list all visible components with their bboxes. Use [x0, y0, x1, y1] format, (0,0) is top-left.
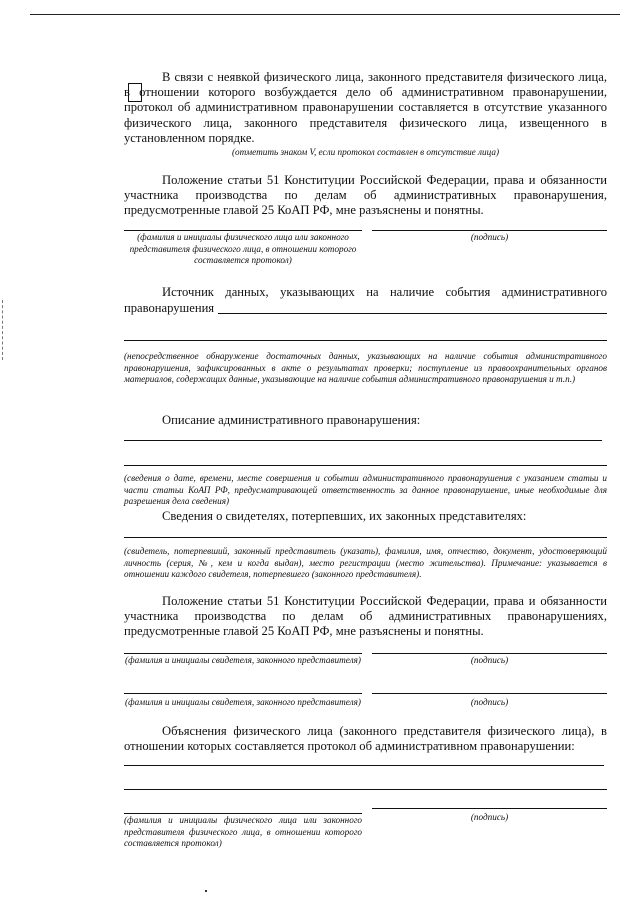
- explanations-field-line-2[interactable]: [124, 789, 607, 790]
- witness-signature-line-2[interactable]: [372, 693, 607, 694]
- witness-name-line-2[interactable]: [124, 693, 362, 694]
- explainer-name-line[interactable]: [124, 813, 362, 814]
- margin-scan-marks: [2, 300, 4, 360]
- description-note: (сведения о дате, времени, месте совершения и событии административного правонарушения с указанием статьи и части статьи КоАП РФ, предусматривающей ответственность за данное правонарушение, иные необходимые для разрешения дела сведения): [124, 473, 607, 506]
- top-border-line: [30, 14, 620, 15]
- explainer-signature-line[interactable]: [372, 808, 607, 809]
- source-note: (непосредственное обнаружение достаточных данных, указывающих на наличие события административного правонарушения, зафиксированных в акте о результатах проверки; поступление из правоохранительных органов материалов, содержащих данные, указывающие на наличие события административного правонарушения и т.п.): [124, 351, 607, 384]
- witness-signature-line-1[interactable]: [372, 653, 607, 654]
- description-field-line-1[interactable]: [124, 440, 602, 441]
- description-field-line-2[interactable]: [124, 465, 607, 466]
- rights-paragraph-1: Положение статьи 51 Конституции Российской Федерации, права и обязанности участника производства по делам об административных правонарушения, предусмотренные главой 25 КоАП РФ, мне разъяснены и понятны.: [124, 173, 607, 218]
- absence-paragraph: В связи с неявкой физического лица, законного представителя физического лица, в отношении которого возбуждается дело об административном правонарушении, протокол об административном правонарушении составляется в отсутствие указанного физического лица, законного представителя физического лица, извещенного в установленном порядке.: [124, 70, 607, 145]
- explainer-signature-caption: (подпись): [470, 812, 509, 822]
- explanations-label: Объяснения физического лица (законного представителя физического лица), в отношении которых составляется протокол об административном правонарушении:: [124, 724, 607, 754]
- witnesses-field-line[interactable]: [124, 537, 607, 538]
- witness-signature-caption-2: (подпись): [470, 697, 509, 707]
- witnesses-note: (свидетель, потерпевший, законный представитель (указать), фамилия, имя, отчество, документ, удостоверяющий личность (серия, №, кем и когда выдан), место регистрации (место жительства). Примечание: указывается в отношении каждого свидетеля, потерпевшего (законного представителя).: [124, 546, 607, 579]
- source-label: Источник данных, указывающих на наличие события административного правонарушения: [124, 285, 607, 315]
- witness-name-caption-1: (фамилия и инициалы свидетеля, законного представителя): [125, 655, 361, 665]
- signature-caption-1: (подпись): [470, 232, 509, 242]
- witness-name-line-1[interactable]: [124, 653, 362, 654]
- explainer-name-caption: (фамилия и инициалы физического лица или законного представителя физического лица, в отношении которого составляется протокол): [124, 815, 362, 848]
- name-caption-1: (фамилия и инициалы физического лица или законного представителя физического лица, в отношении которого составляется протокол): [129, 232, 357, 265]
- witness-signature-caption-1: (подпись): [470, 655, 509, 665]
- absence-note: (отметить знаком V, если протокол составлен в отсутствие лица): [232, 147, 499, 157]
- signature-field-line-1[interactable]: [372, 230, 607, 231]
- source-field-line-1[interactable]: [218, 313, 607, 314]
- name-field-line-1[interactable]: [124, 230, 362, 231]
- source-field-line-2[interactable]: [124, 340, 607, 341]
- witnesses-label: Сведения о свидетелях, потерпевших, их законных представителях:: [162, 509, 527, 523]
- rights-paragraph-2: Положение статьи 51 Конституции Российской Федерации, права и обязанности участника производства по делам об административных правонарушениях, предусмотренные главой 25 КоАП РФ, мне разъяснены и понятны.: [124, 594, 607, 639]
- witness-name-caption-2: (фамилия и инициалы свидетеля, законного представителя): [125, 697, 361, 707]
- explanations-field-line-1[interactable]: [124, 765, 604, 766]
- scan-dot: [205, 890, 207, 892]
- description-label: Описание административного правонарушения:: [162, 413, 421, 427]
